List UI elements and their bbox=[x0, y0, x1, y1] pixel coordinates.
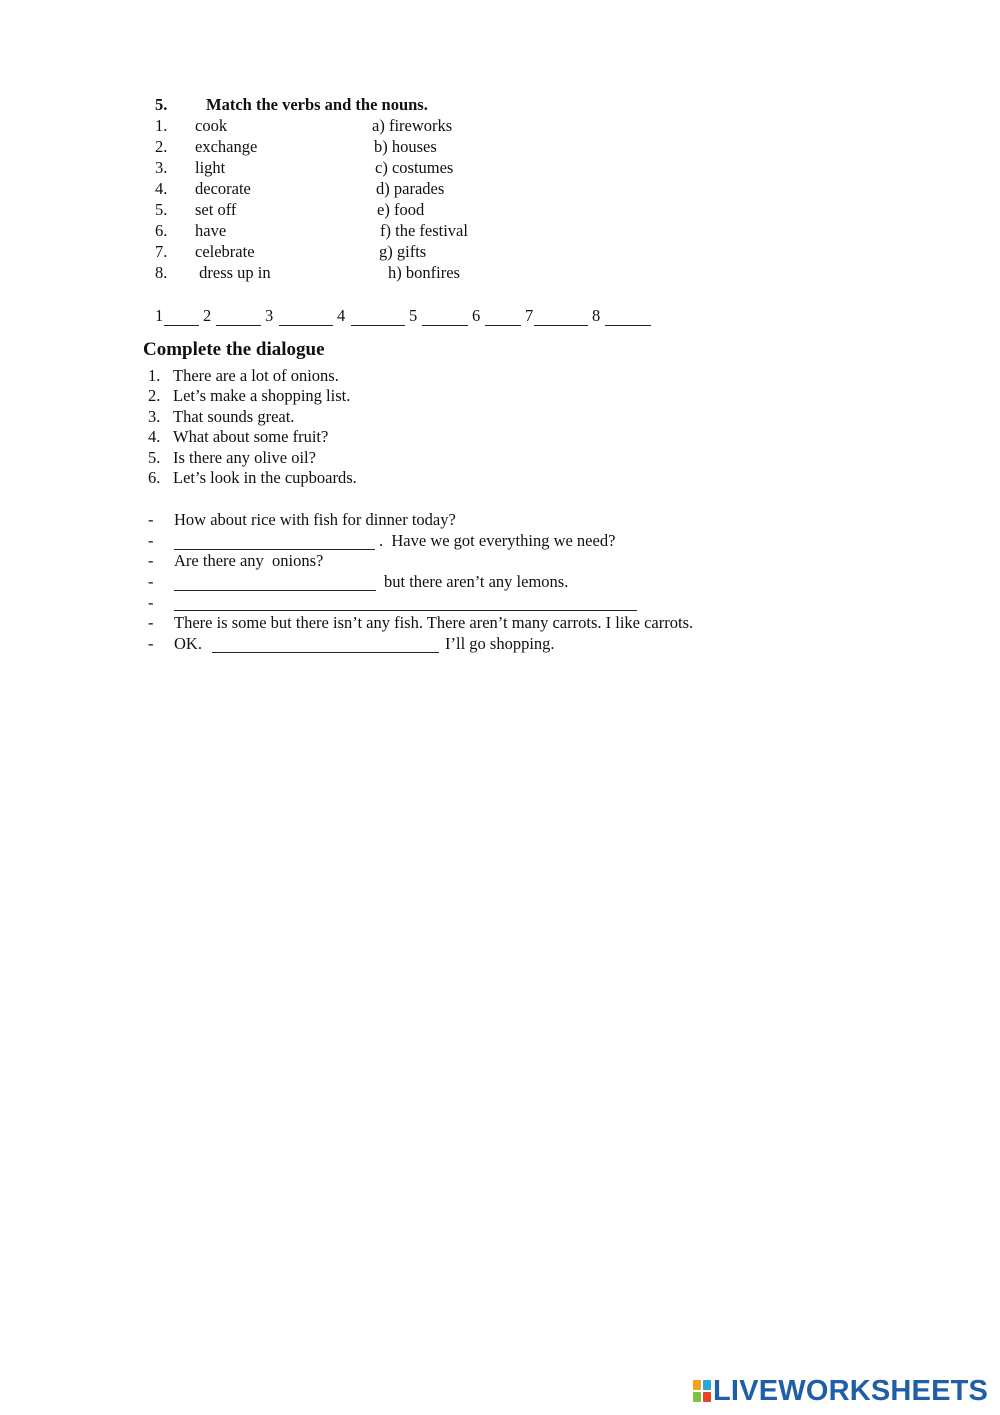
match-row bbox=[0, 200, 1000, 221]
dialogue-dash: - bbox=[148, 634, 154, 653]
answer-label-1: 1 bbox=[155, 306, 164, 325]
option-text: Is there any olive oil? bbox=[173, 448, 316, 467]
dialogue-dash: - bbox=[148, 531, 154, 550]
match-number: 4. bbox=[155, 179, 168, 198]
match-noun: d) parades bbox=[376, 179, 445, 198]
dialogue-dash: - bbox=[148, 551, 154, 570]
answer-input-4[interactable] bbox=[351, 309, 405, 326]
dialogue-title: Complete the dialogue bbox=[143, 339, 325, 360]
option-text: What about some fruit? bbox=[173, 427, 329, 446]
match-row bbox=[0, 137, 1000, 158]
dialogue-input-2[interactable] bbox=[174, 574, 376, 591]
match-verb: dress up in bbox=[195, 263, 271, 282]
dialogue-line: I’ll go shopping. bbox=[445, 634, 555, 653]
match-number: 8. bbox=[155, 263, 168, 282]
answer-label-6: 6 bbox=[472, 306, 481, 325]
answer-input-2[interactable] bbox=[216, 309, 261, 326]
match-number: 1. bbox=[155, 116, 168, 135]
match-row bbox=[0, 116, 1000, 137]
match-row bbox=[0, 263, 1000, 284]
dialogue-dash: - bbox=[148, 572, 154, 591]
answer-input-5[interactable] bbox=[422, 309, 468, 326]
dialogue-line: . Have we got everything we need? bbox=[379, 531, 616, 550]
match-noun: g) gifts bbox=[379, 242, 427, 261]
dialogue-line: but there aren’t any lemons. bbox=[384, 572, 569, 591]
logo-mark-square bbox=[703, 1380, 711, 1390]
option-text: Let’s look in the cupboards. bbox=[173, 468, 357, 487]
logo-mark-square bbox=[693, 1380, 701, 1390]
answer-label-3: 3 bbox=[265, 306, 274, 325]
section-number: 5. bbox=[155, 95, 168, 114]
dialogue-line: Are there any onions? bbox=[174, 551, 324, 570]
logo-mark-square bbox=[693, 1392, 701, 1402]
option-text: That sounds great. bbox=[173, 407, 295, 426]
option-number: 2. bbox=[148, 386, 161, 405]
match-verb: celebrate bbox=[195, 242, 255, 261]
option-text: There are a lot of onions. bbox=[173, 366, 339, 385]
dialogue-dash: - bbox=[148, 510, 154, 529]
answer-input-3[interactable] bbox=[279, 309, 333, 326]
match-noun: a) fireworks bbox=[372, 116, 453, 135]
match-verb: exchange bbox=[195, 137, 258, 156]
match-noun: f) the festival bbox=[380, 221, 468, 240]
logo-text: LIVEWORKSHEETS bbox=[713, 1374, 989, 1407]
answer-input-6[interactable] bbox=[485, 309, 521, 326]
liveworksheets-logo bbox=[693, 1374, 988, 1408]
option-text: Let’s make a shopping list. bbox=[173, 386, 351, 405]
match-number: 6. bbox=[155, 221, 168, 240]
logo-mark-square bbox=[703, 1392, 711, 1402]
answer-label-8: 8 bbox=[592, 306, 601, 325]
option-number: 3. bbox=[148, 407, 161, 426]
dialogue-dash: - bbox=[148, 613, 154, 632]
option-number: 6. bbox=[148, 468, 161, 487]
answer-input-8[interactable] bbox=[605, 309, 651, 326]
dialogue-line: There is some but there isn’t any fish. There aren’t many carrots. I like carrots. bbox=[174, 613, 694, 632]
logo-mark-icon bbox=[693, 1380, 711, 1402]
match-verb: light bbox=[195, 158, 226, 177]
match-noun: b) houses bbox=[374, 137, 437, 156]
match-verb: cook bbox=[195, 116, 228, 135]
match-row bbox=[0, 242, 1000, 263]
answer-label-2: 2 bbox=[203, 306, 212, 325]
dialogue-dash: - bbox=[148, 593, 154, 612]
match-row bbox=[0, 179, 1000, 200]
dialogue-line: OK. bbox=[174, 634, 202, 653]
match-noun: e) food bbox=[377, 200, 425, 219]
match-number: 2. bbox=[155, 137, 168, 156]
option-number: 1. bbox=[148, 366, 161, 385]
answer-label-7: 7 bbox=[525, 306, 534, 325]
match-row bbox=[0, 158, 1000, 179]
match-noun: c) costumes bbox=[375, 158, 454, 177]
dialogue-line: How about rice with fish for dinner today? bbox=[174, 510, 456, 529]
match-number: 7. bbox=[155, 242, 168, 261]
dialogue-input-1[interactable] bbox=[174, 533, 375, 550]
match-verb: decorate bbox=[195, 179, 251, 198]
match-number: 3. bbox=[155, 158, 168, 177]
option-number: 4. bbox=[148, 427, 161, 446]
match-number: 5. bbox=[155, 200, 168, 219]
match-row bbox=[0, 221, 1000, 242]
match-verb: set off bbox=[195, 200, 237, 219]
option-number: 5. bbox=[148, 448, 161, 467]
match-verb: have bbox=[195, 221, 227, 240]
answer-label-5: 5 bbox=[409, 306, 418, 325]
match-noun: h) bonfires bbox=[388, 263, 460, 282]
section-title: Match the verbs and the nouns. bbox=[206, 95, 428, 114]
answer-input-1[interactable] bbox=[164, 309, 199, 326]
dialogue-input-4[interactable] bbox=[212, 636, 439, 653]
dialogue-input-3[interactable] bbox=[174, 594, 637, 611]
answer-input-7[interactable] bbox=[534, 309, 588, 326]
answer-label-4: 4 bbox=[337, 306, 346, 325]
